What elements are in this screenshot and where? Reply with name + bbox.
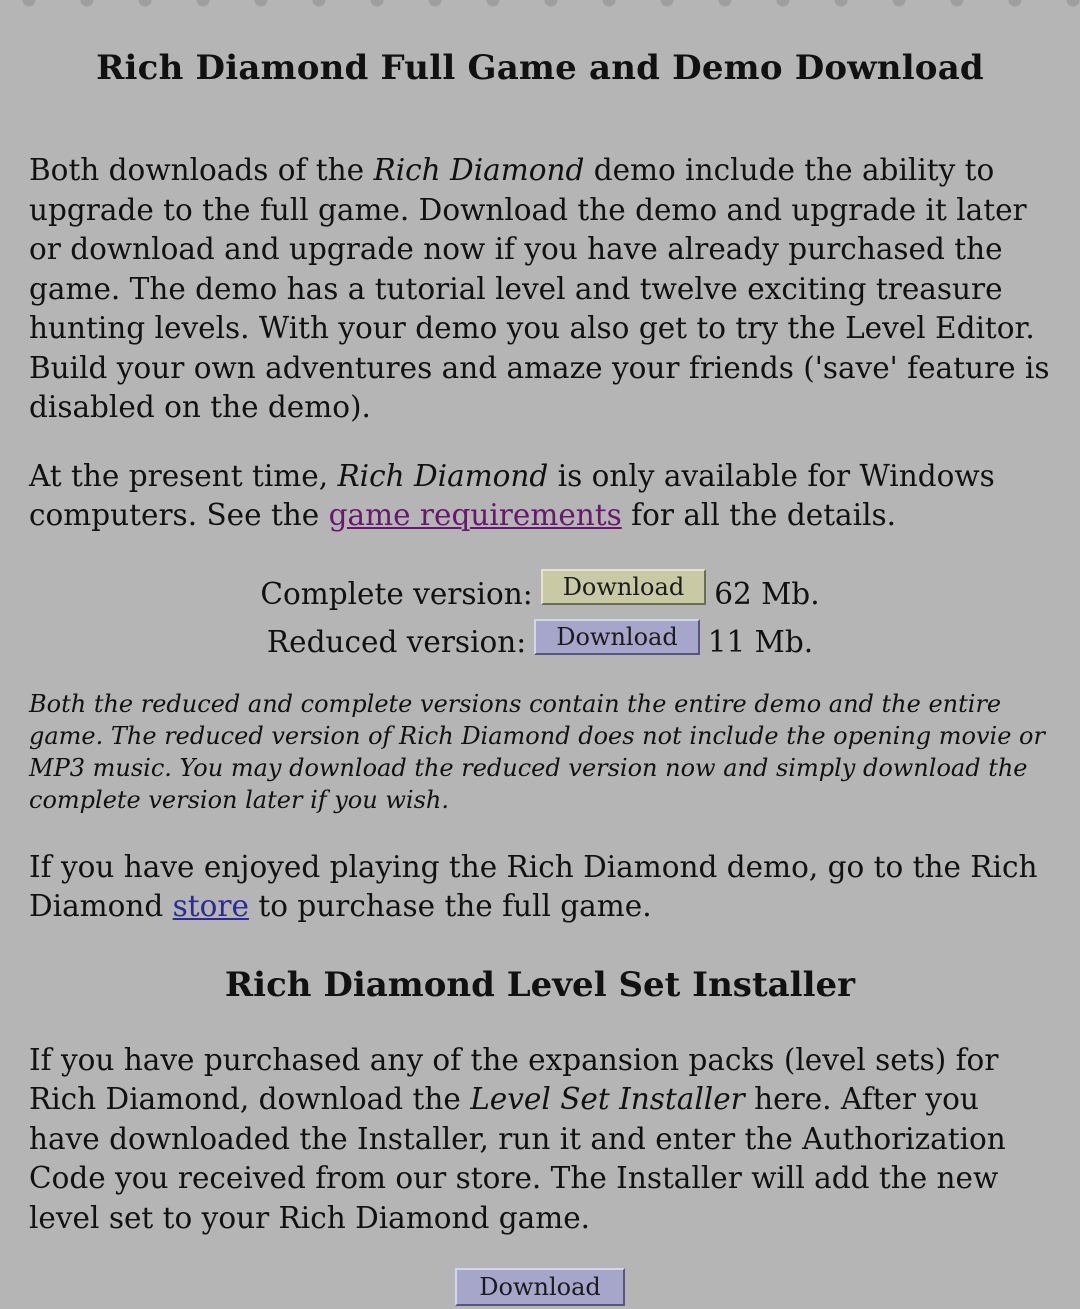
download-complete-button[interactable]: Download — [541, 569, 707, 605]
reduced-version-row — [267, 618, 813, 666]
intro-text-2: demo include the ability to upgrade to the full game. Download the demo and upgrade it later or download and upgrade now if you have already purchased the game. The demo has a tutorial level and twelve exciting treasure hunting levels. With your demo you also get to try the Level Editor. Build your own adventures and amaze your friends ('save' feature is disabled on the demo). — [29, 153, 1050, 424]
complete-version-size: 62 Mb. — [714, 576, 820, 611]
complete-version-label: Complete version: — [260, 576, 533, 611]
installer-paragraph — [29, 1041, 1051, 1239]
installer-name: Level Set Installer — [470, 1082, 745, 1116]
download-reduced-button[interactable]: Download — [534, 619, 700, 655]
intro-text-1: Both downloads of the — [29, 153, 374, 187]
platform-text-3: for all the details. — [621, 498, 897, 532]
complete-version-row — [260, 570, 819, 618]
platform-text-1: At the present time, — [29, 458, 338, 493]
installer-text-2: here. After you have downloaded the Installer, run it and enter the Authorization Code you received from our store. The Installer will add the new level set to your Rich Diamond game. — [29, 1082, 1006, 1235]
platform-game-name: Rich Diamond — [337, 458, 549, 493]
store-text-2: to purchase the full game. — [249, 889, 652, 923]
store-link[interactable]: store — [172, 889, 249, 923]
page-title: Rich Diamond Full Game and Demo Download — [96, 48, 984, 88]
platform-text-2: is only available for Windows computers. See the — [29, 458, 995, 532]
installer-download-wrap — [29, 1268, 1051, 1306]
installer-heading: Rich Diamond Level Set Installer — [224, 964, 856, 1005]
intro-paragraph — [29, 151, 1051, 428]
reduced-version-label: Reduced version: — [266, 624, 527, 659]
reduced-version-size: 11 Mb. — [707, 624, 814, 659]
versions-note: Both the reduced and complete versions contain the entire demo and the entire game. The reduced version of Rich Diamond does not include the opening movie or MP3 music. You may download the reduced version now and simply download the complete version later if you wish. — [29, 689, 1045, 814]
store-paragraph — [29, 848, 1051, 927]
game-requirements-link[interactable]: game requirements — [328, 498, 622, 532]
download-installer-button[interactable]: Download — [455, 1268, 625, 1306]
platform-paragraph — [29, 457, 1051, 536]
download-table — [29, 570, 1051, 666]
store-text-1: If you have enjoyed playing the Rich Diamond demo, go to the Rich Diamond — [29, 849, 1038, 923]
page-content — [29, 0, 1051, 1306]
intro-game-name: Rich Diamond — [373, 153, 585, 187]
installer-text-1: If you have purchased any of the expansion packs (level sets) for Rich Diamond, download the — [29, 1042, 999, 1116]
